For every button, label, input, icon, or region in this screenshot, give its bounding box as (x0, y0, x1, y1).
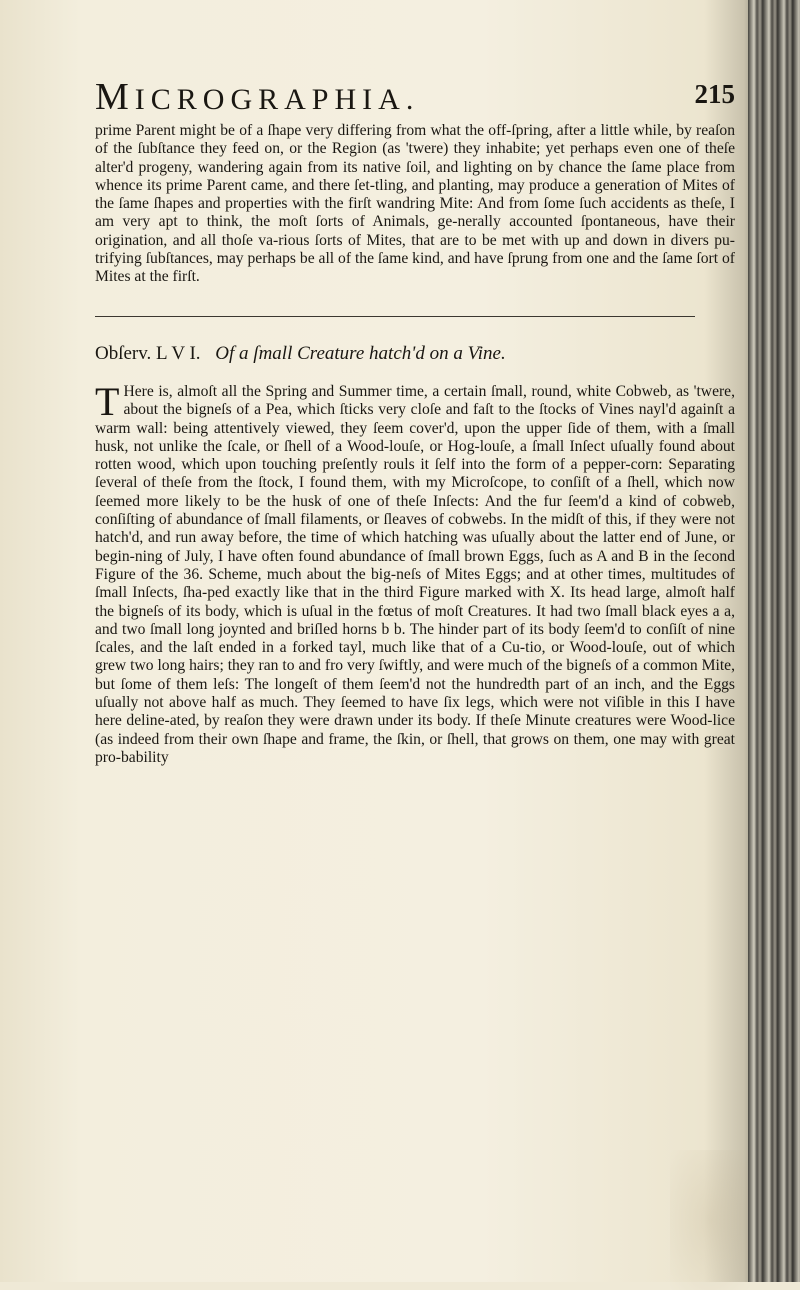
observation-title: Of a ſmall Creature hatch'd on a Vine. (215, 343, 506, 364)
section-divider (95, 316, 695, 317)
paragraph-2 (95, 379, 735, 1243)
running-title-initial: M (95, 76, 135, 118)
paragraph-1: prime Parent might be of a ſhape very differing from what the off-ſpring, after a little while, by reaſon of the ſubſtance they feed on, or the Region (as 'twere) they inhabite; yet perhaps even one of theſe alter'd progeny, wandering again from its native ſoil, and lighting on by chance the ſame place from whence its prime Parent came, and there ſet-tling, and planting, may produce a generation of Mites of the ſame ſhapes and properties with the firſt wandring Mite: And from ſome ſuch accidents as theſe, I am very apt to think, the moſt ſorts of Animals, ge-nerally accounted ſpontaneous, have their origination, and all thoſe va-rious ſorts of Mites, that are to be met with up and down in divers pu-trifying ſubſtances, may perhaps be all of the ſame kind, and have ſprung from one and the ſame ſort of Mites at the firſt. (95, 122, 735, 286)
drop-cap: T (95, 379, 120, 424)
page-header (95, 75, 735, 121)
page-number: 215 (694, 79, 735, 109)
running-title-rest: ICROGRAPHIA. (134, 83, 420, 116)
book-binding-edge (748, 0, 800, 1282)
paper-stain (670, 1150, 750, 1290)
observation-heading (95, 343, 735, 365)
paragraph-2-text: Here is, almoſt all the Spring and Summer time, a certain ſmall, round, white Cobweb, as 'twere, about the bigneſs of a Pea, which ſticks very cloſe and faſt to the ſtocks of Vines nayl'd againſt a warm wall: being attentively viewed, they ſeem cover'd, upon the upper ſide of them, with a ſmall husk, not unlike the ſcale, or ſhell of a Wood-louſe, or Hog-louſe, a ſmall Inſect uſually found about rotten wood, which upon touching preſently rouls it ſelf into the form of a pepper-corn: Separating ſeveral of theſe from the ſtock, I found them, with my Microſcope, to conſiſt of a ſhell, which now ſeemed more likely to be the husk of one of theſe Inſects: And the fur ſeem'd a kind of cobweb, conſiſting of abundance of ſmall filaments, or ſleaves of cobwebs. In the midſt of this, if they were not hatch'd, and run away before, the time of which hatching was uſually about the latter end of June, or begin-ning of July, I have often found abundance of ſmall brown Eggs, ſuch as A and B in the ſecond Figure of the 36. Scheme, much about the big-neſs of Mites Eggs; and at other times, multitudes of ſmall Inſects, ſha-ped exactly like that in the third Figure marked with X. Its head large, almoſt half the bigneſs of its body, which is uſual in the fœtus of moſt Creatures. It had two ſmall black eyes a a, and two ſmall long joynted and briſled horns b b. The hinder part of its body ſeem'd to conſiſt of nine ſcales, and the laſt ended in a forked tayl, much like that of a Cu-tio, or Wood-louſe, out of which grew two long hairs; they ran to and fro very ſwiftly, and were much of the bigneſs of a common Mite, but ſome of them leſs: The longeſt of them ſeem'd not the hundredth part of an inch, and the Eggs uſually not above half as much. They ſeemed to have ſix legs, which were not viſible in this I have here deline-ated, by reaſon they were drawn under its body. If theſe Minute creatures were Wood-lice (as indeed from their own ſhape and frame, the ſkin, or ſhell, that grows on them, one may with great pro-bability (95, 383, 735, 766)
observation-label: Obſerv. L V I. (95, 343, 201, 364)
running-title (95, 75, 419, 119)
